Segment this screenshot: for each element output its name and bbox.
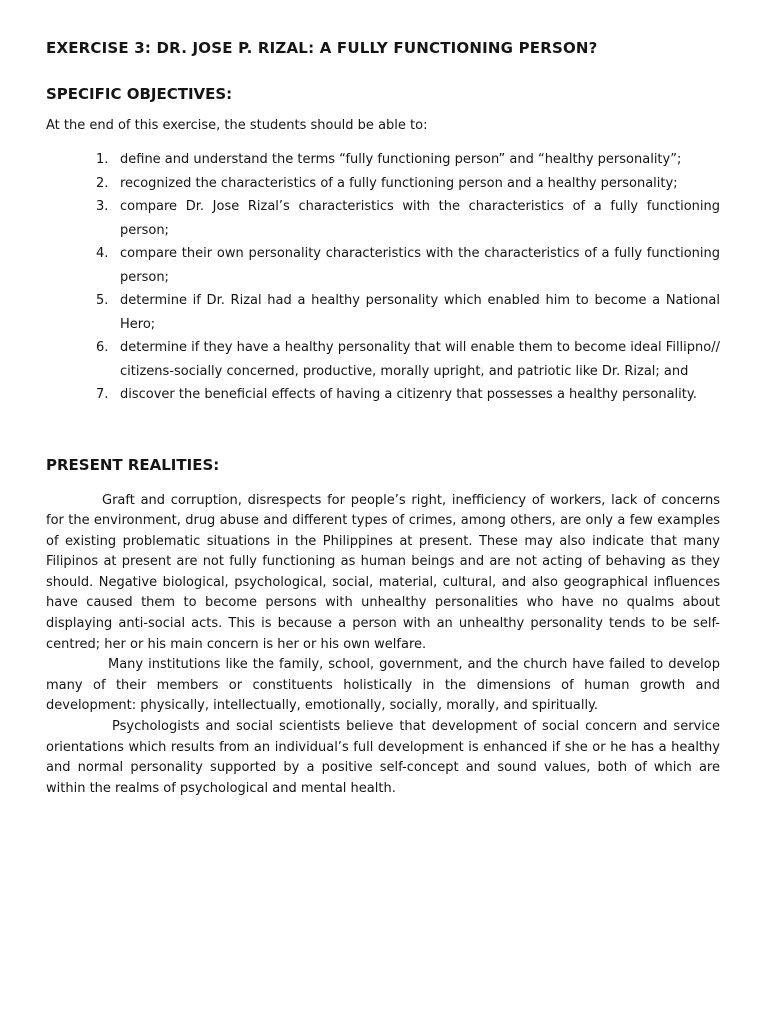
objective-number: 2.	[96, 175, 109, 191]
objectives-heading: SPECIFIC OBJECTIVES:	[46, 85, 233, 103]
objective-number: 7.	[96, 387, 109, 402]
objective-text: discover the beneficial effects of having a citizenry that possesses a healthy personality.	[120, 387, 697, 402]
objective-item	[46, 172, 720, 196]
objective-item	[46, 289, 720, 336]
objective-text: recognized the characteristics of a fully functioning person and a healthy personality;	[120, 175, 678, 191]
objective-number: 6.	[96, 340, 109, 355]
objective-item	[46, 195, 720, 242]
objective-item	[46, 148, 720, 172]
objective-item	[46, 336, 720, 383]
document-page	[46, 38, 720, 799]
objective-number: 4.	[96, 246, 109, 261]
objective-item	[46, 383, 720, 407]
objective-number: 5.	[96, 293, 109, 308]
objective-text: determine if Dr. Rizal had a healthy personality which enabled him to become a National Hero;	[120, 293, 720, 332]
objective-text: determine if they have a healthy personality that will enable them to become ideal Fillipno// citizens-socially concerned, productive, morally upright, and patriotic like Dr. Rizal; and	[120, 340, 720, 379]
realities-paragraph: Graft and corruption, disrespects for people’s right, inefficiency of workers, lack of concerns for the environment, drug abuse and different types of crimes, among others, are only a few examples of existing problematic situations in the Philippines at present. These may also indicate that many Filipinos at present are not fully functioning as human beings and are not acting of behaving as they should. Negative biological, psychological, social, material, cultural, and also geographical influences have caused them to become persons with unhealthy personalities who have no qualms about displaying anti-social acts. This is because a person with an unhealthy personality tends to be self-centred; her or his main concern is her or his own welfare.	[46, 492, 720, 652]
exercise-title: EXERCISE 3: DR. JOSE P. RIZAL: A FULLY FUNCTIONING PERSON?	[46, 39, 598, 57]
realities-paragraph: Psychologists and social scientists believe that development of social concern and service orientations which results from an individual’s full development is enhanced if she or he has a healthy and normal personality supported by a positive self-concept and sound values, both of which are within the realms of psychological and mental health.	[46, 719, 720, 796]
objective-number: 3.	[96, 199, 109, 214]
objectives-list	[46, 148, 720, 407]
objective-text: compare their own personality characteristics with the characteristics of a fully functioning person;	[120, 246, 720, 285]
objective-text: define and understand the terms “fully functioning person” and “healthy personality”;	[120, 152, 682, 167]
objective-text: compare Dr. Jose Rizal’s characteristics with the characteristics of a fully functioning person;	[120, 199, 720, 238]
objective-item	[46, 242, 720, 289]
realities-heading: PRESENT REALITIES:	[46, 455, 220, 474]
objectives-intro: At the end of this exercise, the students should be able to:	[46, 118, 428, 133]
objective-number: 1.	[96, 152, 109, 167]
realities-paragraph: Many institutions like the family, school, government, and the church have failed to develop many of their members or constituents holistically in the dimensions of human growth and development: physically, intellectually, emotionally, socially, morally, and spiritually.	[46, 657, 720, 714]
